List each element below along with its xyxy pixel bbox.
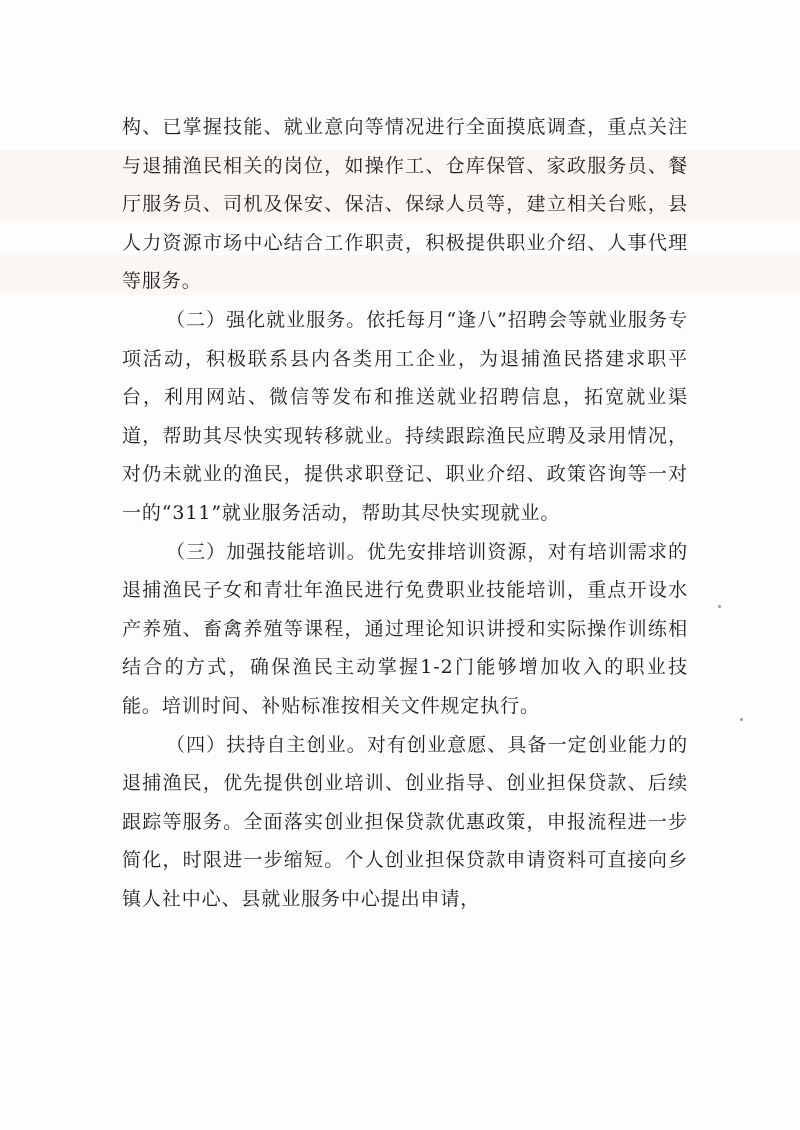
scan-speck [718, 605, 721, 608]
paragraph-entrepreneurship: （四）扶持自主创业。对有创业意愿、具备一定创业能力的退捕渔民，优先提供创业培训、创业指导、创业担保贷款、后续跟踪等服务。全面落实创业担保贷款优惠政策，申报流程进一步简化，时限进一步缩短。个人创业担保贷款申请资料可直接向乡镇人社中心、县就业服务中心提出申请， [122, 733, 688, 910]
paragraph-employment-services: （二）强化就业服务。依托每月“逢八”招聘会等就业服务专项活动，积极联系县内各类用工企业，为退捕渔民搭建求职平台，利用网站、微信等发布和推送就业招聘信息，拓宽就业渠道，帮助其尽快实现转移就业。持续跟踪渔民应聘及录用情况，对仍未就业的渔民，提供求职登记、职业介绍、政策咨询等一对一的“311”就业服务活动，帮助其尽快实现就业。 [122, 308, 688, 524]
paragraph-survey: 构、已掌握技能、就业意向等情况进行全面摸底调查，重点关注与退捕渔民相关的岗位，如操作工、仓库保管、家政服务员、餐厅服务员、司机及保安、保洁、保绿人员等，建立相关台账，县人力资源市场中心结合工作职责，积极提供职业介绍、人事代理等服务。 [122, 116, 688, 293]
scan-speck [740, 718, 743, 721]
paragraph-skills-training: （三）加强技能培训。优先安排培训资源，对有培训需求的退捕渔民子女和青壮年渔民进行免费职业技能培训，重点开设水产养殖、畜禽养殖等课程，通过理论知识讲授和实际操作训练相结合的方式，确保渔民主动掌握1-2门能够增加收入的职业技能。培训时间、补贴标准按相关文件规定执行。 [122, 540, 688, 717]
body-text [122, 108, 688, 918]
